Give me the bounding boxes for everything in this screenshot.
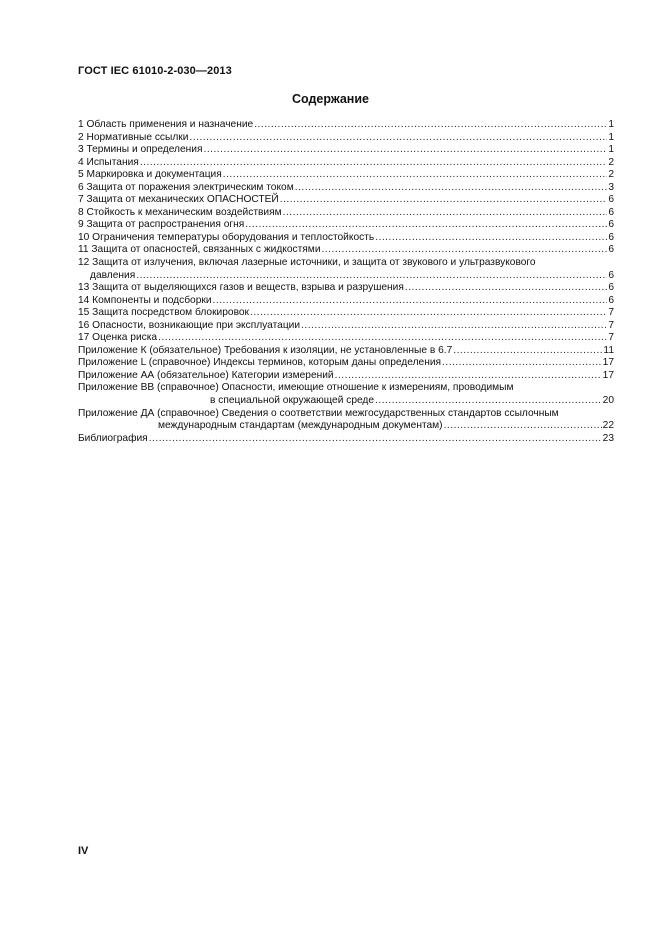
- toc-entry[interactable]: [78, 169, 614, 182]
- toc-entry-page: 6: [608, 231, 614, 243]
- toc-leader: [405, 282, 607, 295]
- toc-entry[interactable]: [78, 132, 614, 145]
- toc-entry-page: 1: [608, 144, 614, 156]
- toc-leader: [283, 207, 608, 220]
- toc-entry[interactable]: [78, 307, 614, 320]
- toc-entry-text: Приложение АА (обязательное) Категории измерений: [78, 369, 334, 381]
- toc-entry[interactable]: [78, 295, 614, 308]
- toc-leader: [245, 219, 607, 232]
- toc-leader: [250, 307, 607, 320]
- toc-entry-text-cont: давления: [90, 269, 136, 281]
- toc-entry-page: 7: [608, 307, 614, 319]
- toc-entry-continuation[interactable]: [78, 395, 614, 408]
- toc-entry[interactable]: [78, 182, 614, 195]
- toc-entry-page: 6: [608, 282, 614, 294]
- toc-entry-text: 17 Оценка риска: [78, 332, 158, 344]
- toc-leader: [301, 320, 607, 333]
- toc-leader: [158, 332, 607, 345]
- toc-entry-text: 11 Защита от опасностей, связанных с жидкостями: [78, 244, 321, 256]
- toc-entry[interactable]: [78, 157, 614, 170]
- toc-leader: [213, 295, 608, 308]
- toc-entry-page: 6: [608, 194, 614, 206]
- toc-entry-text-cont: международным стандартам (международным документам): [158, 420, 443, 432]
- toc-entry[interactable]: [78, 194, 614, 207]
- toc-entry[interactable]: [78, 144, 614, 157]
- toc-leader: [375, 395, 602, 408]
- toc-leader: [453, 345, 602, 358]
- toc-entry-text: Библиография: [78, 432, 148, 444]
- toc-entry-text: 16 Опасности, возникающие при эксплуатации: [78, 319, 301, 331]
- document-header: ГОСТ IEC 61010-2-030—2013: [78, 65, 232, 77]
- toc-entry-page: 6: [608, 244, 614, 256]
- toc-title: Содержание: [291, 92, 369, 106]
- toc-entry-text: 8 Стойкость к механическим воздействиям: [78, 206, 282, 218]
- toc-entry-page: 11: [603, 344, 614, 356]
- toc-entry-text: 15 Защита посредством блокировок: [78, 307, 249, 319]
- toc-entry-text: 12 Защита от излучения, включая лазерные источники, и защита от звукового и ультразвукового: [78, 257, 536, 269]
- toc-leader: [442, 357, 602, 370]
- toc-entry-text: 4 Испытания: [78, 156, 139, 168]
- toc-leader: [136, 270, 607, 283]
- toc-entry[interactable]: [78, 219, 614, 232]
- toc-entry-text: 2 Нормативные ссылки: [78, 131, 189, 143]
- toc-entry[interactable]: [78, 232, 614, 245]
- toc-entry-page: 2: [608, 169, 614, 181]
- toc-entry-page: 6: [608, 294, 614, 306]
- toc-entry-page: 6: [608, 219, 614, 231]
- toc-entry-page: 20: [602, 395, 614, 407]
- toc-entry[interactable]: [78, 370, 614, 383]
- toc-leader: [149, 433, 602, 446]
- toc-leader: [335, 370, 602, 383]
- toc-entry-text: Приложение L (справочное) Индексы терминов, которым даны определения: [78, 357, 442, 369]
- toc-entry-text: Приложение ВВ (справочное) Опасности, имеющие отношение к измерениям, проводимым: [78, 382, 514, 394]
- toc-leader: [189, 132, 607, 145]
- toc-leader: [203, 144, 607, 157]
- toc-entry-text: 1 Область применения и назначение: [78, 119, 254, 130]
- toc-entry-text: 7 Защита от механических ОПАСНОСТЕЙ: [78, 194, 279, 206]
- toc-entry-continuation[interactable]: [78, 270, 614, 283]
- toc-entry-text: Приложение ДА (справочное) Сведения о соответствии межгосударственных стандартов ссылочным: [78, 407, 559, 419]
- toc-entry-text: 9 Защита от распространения огня: [78, 219, 245, 231]
- toc-entry-text: 5 Маркировка и документация: [78, 169, 222, 181]
- toc-entry[interactable]: [78, 357, 614, 370]
- toc-entry-text: 6 Защита от поражения электрическим током: [78, 181, 294, 193]
- table-of-contents: [78, 119, 614, 445]
- toc-entry-page: 22: [602, 420, 614, 432]
- toc-leader: [322, 244, 608, 257]
- toc-entry-text: 13 Защита от выделяющихся газов и веществ, взрыва и разрушения: [78, 282, 404, 294]
- toc-entry-text: 10 Ограничения температуры оборудования и теплостойкость: [78, 231, 375, 243]
- toc-entry-text: 14 Компоненты и подсборки: [78, 294, 212, 306]
- page-number: IV: [78, 845, 89, 857]
- toc-leader: [140, 157, 608, 170]
- toc-entry-first-line[interactable]: [78, 382, 614, 395]
- toc-entry-page: 6: [608, 206, 614, 218]
- toc-leader: [254, 119, 607, 132]
- toc-entry-text: Приложение К (обязательное) Требования к изоляции, не установленные в 6.7: [78, 344, 453, 356]
- toc-entry-first-line[interactable]: [78, 257, 614, 270]
- toc-entry[interactable]: [78, 320, 614, 333]
- toc-entry[interactable]: [78, 282, 614, 295]
- toc-entry[interactable]: [78, 332, 614, 345]
- toc-entry-page: 23: [602, 432, 614, 444]
- toc-leader: [223, 169, 608, 182]
- toc-entry[interactable]: [78, 244, 614, 257]
- toc-entry-page: 17: [602, 369, 614, 381]
- toc-entry[interactable]: [78, 207, 614, 220]
- toc-leader: [444, 420, 602, 433]
- toc-entry[interactable]: [78, 345, 614, 358]
- toc-entry-page: 2: [608, 156, 614, 168]
- toc-entry-page: 17: [602, 357, 614, 369]
- toc-entry-text: 3 Термины и определения: [78, 144, 203, 156]
- toc-entry-first-line[interactable]: [78, 408, 614, 421]
- toc-leader: [375, 232, 607, 245]
- toc-entry-page: 7: [608, 332, 614, 344]
- toc-entry-continuation[interactable]: [78, 420, 614, 433]
- toc-leader: [295, 182, 608, 195]
- toc-entry-page: 6: [608, 269, 614, 281]
- toc-entry-page: 1: [608, 119, 614, 130]
- toc-entry[interactable]: [78, 119, 614, 132]
- toc-entry-page: 1: [608, 131, 614, 143]
- toc-entry-page: 3: [608, 181, 614, 193]
- toc-entry-text-cont: в специальной окружающей среде: [210, 395, 375, 407]
- toc-leader: [280, 194, 608, 207]
- toc-entry[interactable]: [78, 433, 614, 446]
- toc-entry-page: 7: [608, 319, 614, 331]
